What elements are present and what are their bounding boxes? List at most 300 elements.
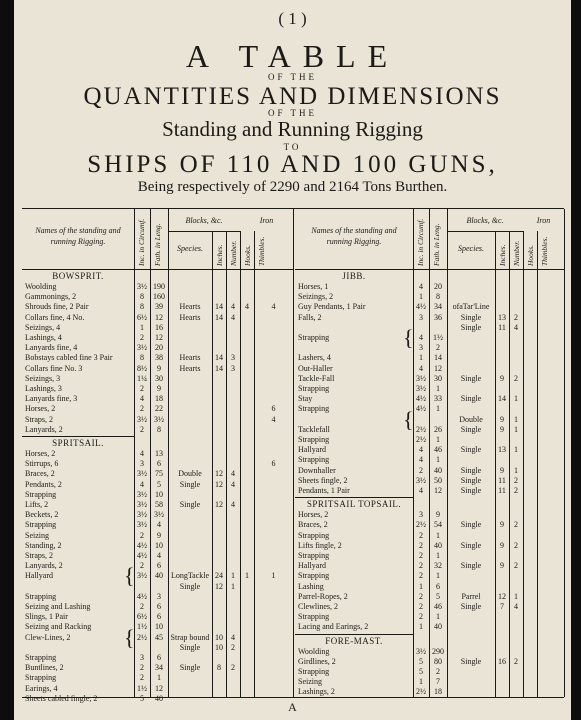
cell-c: 2½: [416, 687, 426, 697]
section-rule: [295, 497, 413, 498]
cell-c: 2: [419, 530, 423, 540]
inches-header: Inches.: [215, 244, 224, 266]
cell-f: 1: [436, 551, 440, 560]
column-rule: [537, 231, 538, 697]
column-rule: [168, 209, 169, 697]
cell-sp: Single: [460, 656, 482, 666]
cell-c: 2: [140, 333, 144, 342]
cell-c: 3: [419, 510, 423, 520]
column-rule: [523, 231, 524, 697]
cell-name: Out-Haller: [298, 363, 333, 373]
cell-f: 7: [436, 677, 440, 687]
inches-header: Inches.: [498, 244, 507, 266]
cell-f: 75: [155, 469, 163, 479]
cell-name: Parrel-Ropes, 2: [298, 591, 348, 601]
cell-name: Standing, 2: [25, 540, 62, 550]
brace-mark: {: [403, 406, 414, 432]
cell-name: Gammonings, 2: [25, 292, 77, 302]
cell-c: 3½: [137, 510, 147, 520]
cell-c: 8: [140, 302, 144, 312]
cell-name: Girdlines, 2: [298, 656, 336, 666]
cell-c: 2: [140, 561, 144, 571]
cell-in: 9: [500, 414, 504, 424]
cell-f: 50: [434, 475, 442, 485]
cell-c: 2: [140, 424, 144, 434]
cell-f: 80: [434, 656, 442, 666]
cell-sp: Double: [178, 469, 202, 479]
circumference-header: Inc. in Circumf.: [416, 218, 425, 266]
cell-c: 4: [419, 333, 423, 342]
number-header: Number.: [229, 240, 238, 266]
brace-mark: {: [403, 325, 414, 350]
blocks-header: Blocks, &c.: [466, 216, 504, 225]
cell-f: 9: [157, 530, 161, 540]
cell-c: 8: [140, 292, 144, 302]
cell-c: 3½: [137, 282, 147, 291]
cell-name: Strapping: [298, 404, 330, 414]
cell-f: 18: [434, 687, 442, 697]
cell-name: Horses, 1: [298, 282, 329, 291]
cell-no: 2: [514, 373, 518, 383]
book-page: [14, 0, 571, 720]
cell-name: Bobstays cabled fine 3 Pair: [25, 353, 113, 363]
cell-f: 20: [155, 343, 163, 353]
cell-name: Slings, 1 Pair: [25, 612, 68, 622]
cell-c: 2½: [416, 435, 426, 444]
cell-f: 34: [434, 302, 442, 312]
cell-no: 4: [231, 302, 235, 312]
brace-mark: {: [124, 624, 135, 650]
cell-in: 13: [498, 312, 506, 322]
cell-in: 14: [215, 302, 223, 312]
cell-in: 9: [500, 520, 504, 530]
cell-c: 2: [419, 571, 423, 581]
cell-name: Strapping: [298, 612, 330, 622]
cell-c: 3½: [416, 646, 426, 656]
cell-sp: Single: [179, 500, 201, 509]
cell-sp: Single: [460, 520, 482, 530]
cell-th: 6: [271, 459, 276, 469]
cell-c: 1: [419, 622, 423, 632]
cell-name: Falls, 2: [298, 312, 322, 322]
cell-c: 3: [140, 653, 144, 662]
header-rule: [295, 269, 564, 270]
column-rule: [509, 231, 510, 697]
cell-f: 12: [434, 486, 442, 495]
cell-c: 3½: [416, 475, 426, 485]
cell-name: Horses, 2: [25, 404, 56, 414]
cell-name: Hallyard: [298, 561, 326, 571]
cell-f: 46: [434, 602, 442, 611]
cell-no: 1: [514, 414, 518, 424]
cell-f: 160: [153, 292, 165, 302]
cell-c: 2½: [416, 520, 426, 530]
title-burthen: Being respectively of 2290 and 2164 Tons Burthen.: [137, 179, 448, 195]
cell-name: Lanyards, 2: [25, 424, 63, 434]
cell-in: 11: [498, 475, 506, 485]
section-heading: JIBB.: [342, 271, 366, 281]
cell-name: Strapping: [298, 571, 330, 581]
cell-hk: 1: [245, 571, 249, 581]
cell-f: 32: [434, 561, 442, 571]
cell-no: 1: [514, 394, 518, 404]
cell-name: Strapping: [25, 591, 57, 601]
cell-f: 2: [436, 343, 440, 353]
cell-c: 3½: [137, 500, 147, 509]
cell-sp: Parrel: [461, 591, 481, 601]
cell-no: 1: [514, 591, 518, 601]
cell-c: 2: [140, 404, 144, 414]
cell-name: Strapping: [298, 455, 330, 465]
cell-c: 2: [140, 602, 144, 611]
cell-name: Strapping: [25, 673, 57, 683]
cell-in: 11: [498, 486, 506, 495]
cell-in: 10: [215, 642, 223, 652]
cell-no: 1: [231, 581, 235, 591]
cell-name: Strapping: [25, 653, 57, 662]
cell-c: 3: [140, 459, 144, 469]
cell-th: 1: [271, 571, 276, 581]
column-rule: [495, 231, 496, 697]
cell-no: 4: [514, 602, 518, 611]
cell-sp: LongTackle: [170, 571, 210, 581]
cell-name: Buntlines, 2: [25, 663, 64, 673]
cell-f: 1½: [433, 333, 443, 342]
cell-in: 9: [500, 373, 504, 383]
cell-in: 14: [215, 353, 223, 363]
cell-name: Shrouds fine, 2 Pair: [25, 302, 89, 312]
cell-f: 46: [434, 445, 442, 455]
cell-name: Tacklefall: [298, 424, 330, 434]
cell-c: 4½: [137, 551, 147, 560]
cell-sp: Hearts: [179, 363, 201, 373]
cell-sp: Single: [460, 486, 482, 495]
cell-f: 9: [157, 384, 161, 393]
cell-f: 3½: [154, 510, 164, 520]
cell-in: 12: [215, 469, 223, 479]
section-heading: SPRITSAIL.: [52, 438, 104, 448]
cell-f: 5: [436, 591, 440, 601]
cell-c: 3½: [416, 373, 426, 383]
cell-name: Earings, 4: [25, 683, 58, 693]
cell-in: 24: [215, 571, 223, 581]
cell-in: 7: [500, 602, 504, 611]
cell-f: 290: [432, 646, 444, 656]
cell-name: Sheets fingle, 2: [298, 475, 348, 485]
column-rule: [212, 231, 213, 697]
cell-name: Strapping: [25, 520, 57, 530]
cell-name: Lashing: [298, 581, 324, 591]
cell-name: Hallyard: [25, 571, 53, 581]
cell-c: 2: [419, 561, 423, 571]
cell-f: 30: [155, 373, 163, 383]
cell-f: 20: [434, 282, 442, 291]
blocks-rule: [447, 231, 523, 232]
cell-c: 4: [140, 394, 144, 404]
cell-f: 33: [434, 394, 442, 404]
cell-c: 1¼: [137, 373, 147, 383]
iron-header: Iron: [259, 216, 274, 225]
cell-no: 2: [514, 520, 518, 530]
rigging-table: [22, 208, 564, 703]
cell-f: 26: [434, 424, 442, 434]
cell-f: 45: [155, 632, 163, 642]
cell-th: 4: [271, 414, 276, 424]
cell-f: 12: [155, 683, 163, 693]
cell-c: 6½: [137, 612, 147, 622]
cell-c: 4: [140, 449, 144, 458]
cell-f: 54: [434, 520, 442, 530]
cell-no: 2: [514, 540, 518, 550]
cell-c: 5: [419, 656, 423, 666]
cell-in: 16: [498, 656, 506, 666]
cell-name: Collars fine No. 3: [25, 363, 83, 373]
cell-f: 190: [153, 282, 165, 291]
cell-f: 18: [155, 394, 163, 404]
cell-c: 4: [419, 445, 423, 455]
cell-th: 4: [271, 302, 276, 312]
cell-f: 40: [434, 540, 442, 550]
cell-f: 39: [155, 302, 163, 312]
fathom-header: Fath. in Leng.: [432, 223, 441, 266]
cell-f: 12: [155, 333, 163, 342]
cell-no: 1: [514, 445, 518, 455]
cell-f: 1: [436, 404, 440, 414]
cell-c: 2: [140, 673, 144, 683]
header-rule: [22, 269, 293, 270]
cell-sp: Single: [460, 394, 482, 404]
cell-name: Woolding: [298, 646, 330, 656]
cell-c: 3½: [137, 469, 147, 479]
cell-c: 3½: [137, 414, 147, 424]
blocks-rule: [168, 231, 240, 232]
column-rule: [240, 231, 241, 697]
cell-c: 4½: [416, 394, 426, 404]
cell-c: 4: [419, 282, 423, 291]
cell-name: Horses, 2: [25, 449, 56, 458]
number-header: Number.: [512, 240, 521, 266]
cell-name: Seizings, 2: [298, 292, 334, 302]
thimbles-header: Thimbles.: [257, 236, 266, 266]
cell-in: 9: [500, 540, 504, 550]
cell-name: Strapping: [298, 384, 330, 393]
cell-c: 4½: [416, 404, 426, 414]
cell-name: Strapping: [298, 667, 330, 676]
cell-sp: Single: [460, 424, 482, 434]
cell-c: 5: [140, 693, 144, 703]
cell-c: 8½: [137, 363, 147, 373]
cell-f: 6: [157, 653, 161, 662]
cell-in: 8: [217, 663, 221, 673]
cell-c: 4: [419, 486, 423, 495]
cell-c: 5: [419, 667, 423, 676]
cell-name: Stay: [298, 394, 313, 404]
cell-name: Hallyard: [298, 445, 326, 455]
cell-in: 9: [500, 424, 504, 434]
cell-name: Strapping: [298, 435, 330, 444]
cell-f: 16: [155, 322, 163, 332]
cell-name: Lacing and Earings, 2: [298, 622, 369, 632]
cell-name: Lifts, 2: [25, 500, 49, 509]
thimbles-header: Thimbles.: [540, 236, 549, 266]
title-rigging: Standing and Running Rigging: [162, 117, 423, 141]
cell-name: Woolding: [25, 282, 57, 291]
cell-no: 1: [514, 465, 518, 475]
cell-f: 8: [436, 292, 440, 302]
page-number: ( 1 ): [278, 9, 307, 28]
cell-in: 11: [498, 322, 506, 332]
cell-f: 1: [436, 571, 440, 581]
cell-name: Lashings, 4: [25, 333, 62, 342]
cell-name: Beckets, 2: [25, 510, 59, 520]
cell-f: 5: [157, 479, 161, 489]
cell-f: 8: [157, 424, 161, 434]
cell-in: 12: [215, 479, 223, 489]
cell-f: 4: [157, 520, 161, 530]
cell-c: 1: [419, 353, 423, 363]
cell-f: 10: [155, 489, 163, 499]
cell-f: 1: [436, 435, 440, 444]
cell-f: 14: [434, 353, 442, 363]
cell-name: Seizing and Lashing: [25, 602, 91, 611]
cell-c: 4½: [137, 591, 147, 601]
cell-name: Clew-Lines, 2: [25, 632, 71, 642]
cell-name: Guy Pendants, 1 Pair: [298, 302, 366, 312]
circumference-header: Inc. in Circumf.: [137, 218, 146, 266]
cell-no: 4: [231, 632, 235, 642]
cell-no: 2: [514, 656, 518, 666]
cell-f: 6: [157, 561, 161, 571]
cell-name: Seizing and Racking: [25, 622, 92, 632]
cell-sp: Single: [460, 322, 482, 332]
cell-c: 4: [140, 479, 144, 489]
title-ships: SHIPS OF 110 AND 100 GUNS,: [87, 151, 498, 178]
cell-sp: Single: [460, 540, 482, 550]
cell-f: 10: [155, 540, 163, 550]
cell-in: 9: [500, 561, 504, 571]
cell-no: 2: [231, 642, 235, 652]
cell-c: 1: [419, 292, 423, 302]
cell-name: Strapping: [25, 489, 57, 499]
cell-c: 2: [419, 612, 423, 622]
cell-name: Lanyards, 2: [25, 561, 63, 571]
cell-f: 34: [155, 663, 163, 673]
section-rule: [295, 634, 413, 635]
cell-f: 58: [155, 500, 163, 509]
cell-c: 3½: [416, 384, 426, 393]
names-header: Names of the standing and running Rigging.: [311, 226, 397, 246]
cell-f: 6: [157, 459, 161, 469]
cell-name: Sheets cabled fingle, 2: [25, 693, 98, 703]
cell-sp: Hearts: [179, 312, 201, 322]
cell-name: Seizings, 3: [25, 373, 61, 383]
column-rule: [226, 231, 227, 697]
cell-no: 4: [514, 322, 518, 332]
cell-f: 1: [436, 455, 440, 465]
cell-f: 36: [434, 312, 442, 322]
cell-name: Downhaller: [298, 465, 336, 475]
cell-hk: 4: [245, 302, 249, 312]
cell-name: Lanyards fine, 3: [25, 394, 78, 404]
brace-mark: {: [124, 563, 135, 589]
cell-c: 2: [419, 602, 423, 611]
cell-f: 1: [436, 384, 440, 393]
cell-sp: Single: [179, 642, 201, 652]
cell-name: Lashings, 3: [25, 384, 62, 393]
cell-f: 12: [434, 363, 442, 373]
cell-no: 2: [514, 475, 518, 485]
cell-c: 2½: [416, 424, 426, 434]
title-of-the-2: OF THE: [267, 108, 318, 118]
cell-f: 9: [157, 363, 161, 373]
cell-f: 1: [436, 530, 440, 540]
section-heading: SPRITSAIL TOPSAIL.: [306, 499, 402, 510]
cell-no: 4: [231, 500, 235, 509]
cell-name: Lifts fingle, 2: [298, 540, 342, 550]
cell-c: 1½: [137, 622, 147, 632]
cell-name: Clewlines, 2: [298, 602, 338, 611]
cell-in: 9: [500, 465, 504, 475]
cell-name: Seizing: [298, 677, 322, 687]
cell-c: 2: [419, 540, 423, 550]
cell-in: 14: [215, 363, 223, 373]
cell-f: 12: [155, 312, 163, 322]
cell-f: 6: [157, 602, 161, 611]
cell-c: 3½: [137, 520, 147, 530]
cell-c: 3½: [137, 343, 147, 353]
cell-f: 22: [155, 404, 163, 414]
cell-no: 1: [231, 571, 235, 581]
cell-name: Straps, 2: [25, 551, 53, 560]
cell-c: 3: [419, 312, 423, 322]
cell-name: Stirrups, 6: [25, 459, 59, 469]
cell-in: 12: [215, 581, 223, 591]
cell-c: 2: [419, 551, 423, 560]
table-right-half: [295, 209, 564, 697]
cell-name: Straps, 2: [25, 414, 53, 424]
cell-no: 2: [231, 663, 235, 673]
blocks-header: Blocks, &c.: [185, 216, 223, 225]
cell-sp: Strap bound: [170, 632, 210, 642]
cell-no: 2: [514, 312, 518, 322]
cell-no: 4: [231, 469, 235, 479]
cell-c: 1: [140, 322, 144, 332]
cell-c: 2: [140, 663, 144, 673]
cell-f: 40: [434, 622, 442, 632]
cell-name: Lanyards fine, 4: [25, 343, 78, 353]
cell-f: 1: [436, 612, 440, 622]
cell-c: 2½: [137, 632, 147, 642]
cell-c: 3½: [137, 489, 147, 499]
cell-name: Braces, 2: [298, 520, 328, 530]
cell-name: Strapping: [298, 551, 330, 560]
cell-sp: ofaTar'Line: [452, 302, 490, 312]
cell-no: 3: [231, 363, 235, 373]
cell-f: 9: [436, 510, 440, 520]
cell-in: 12: [215, 500, 223, 509]
cell-name: Tackle-Fall: [298, 373, 335, 383]
hooks-header: Hooks.: [526, 244, 535, 266]
cell-f: 13: [155, 449, 163, 458]
cell-in: 14: [215, 312, 223, 322]
cell-f: 3: [157, 591, 161, 601]
cell-name: Horses, 2: [298, 510, 329, 520]
title-to: TO: [283, 142, 302, 152]
cell-f: 30: [434, 373, 442, 383]
cell-c: 3½: [137, 571, 147, 581]
cell-no: 4: [231, 312, 235, 322]
cell-c: 4: [419, 363, 423, 373]
